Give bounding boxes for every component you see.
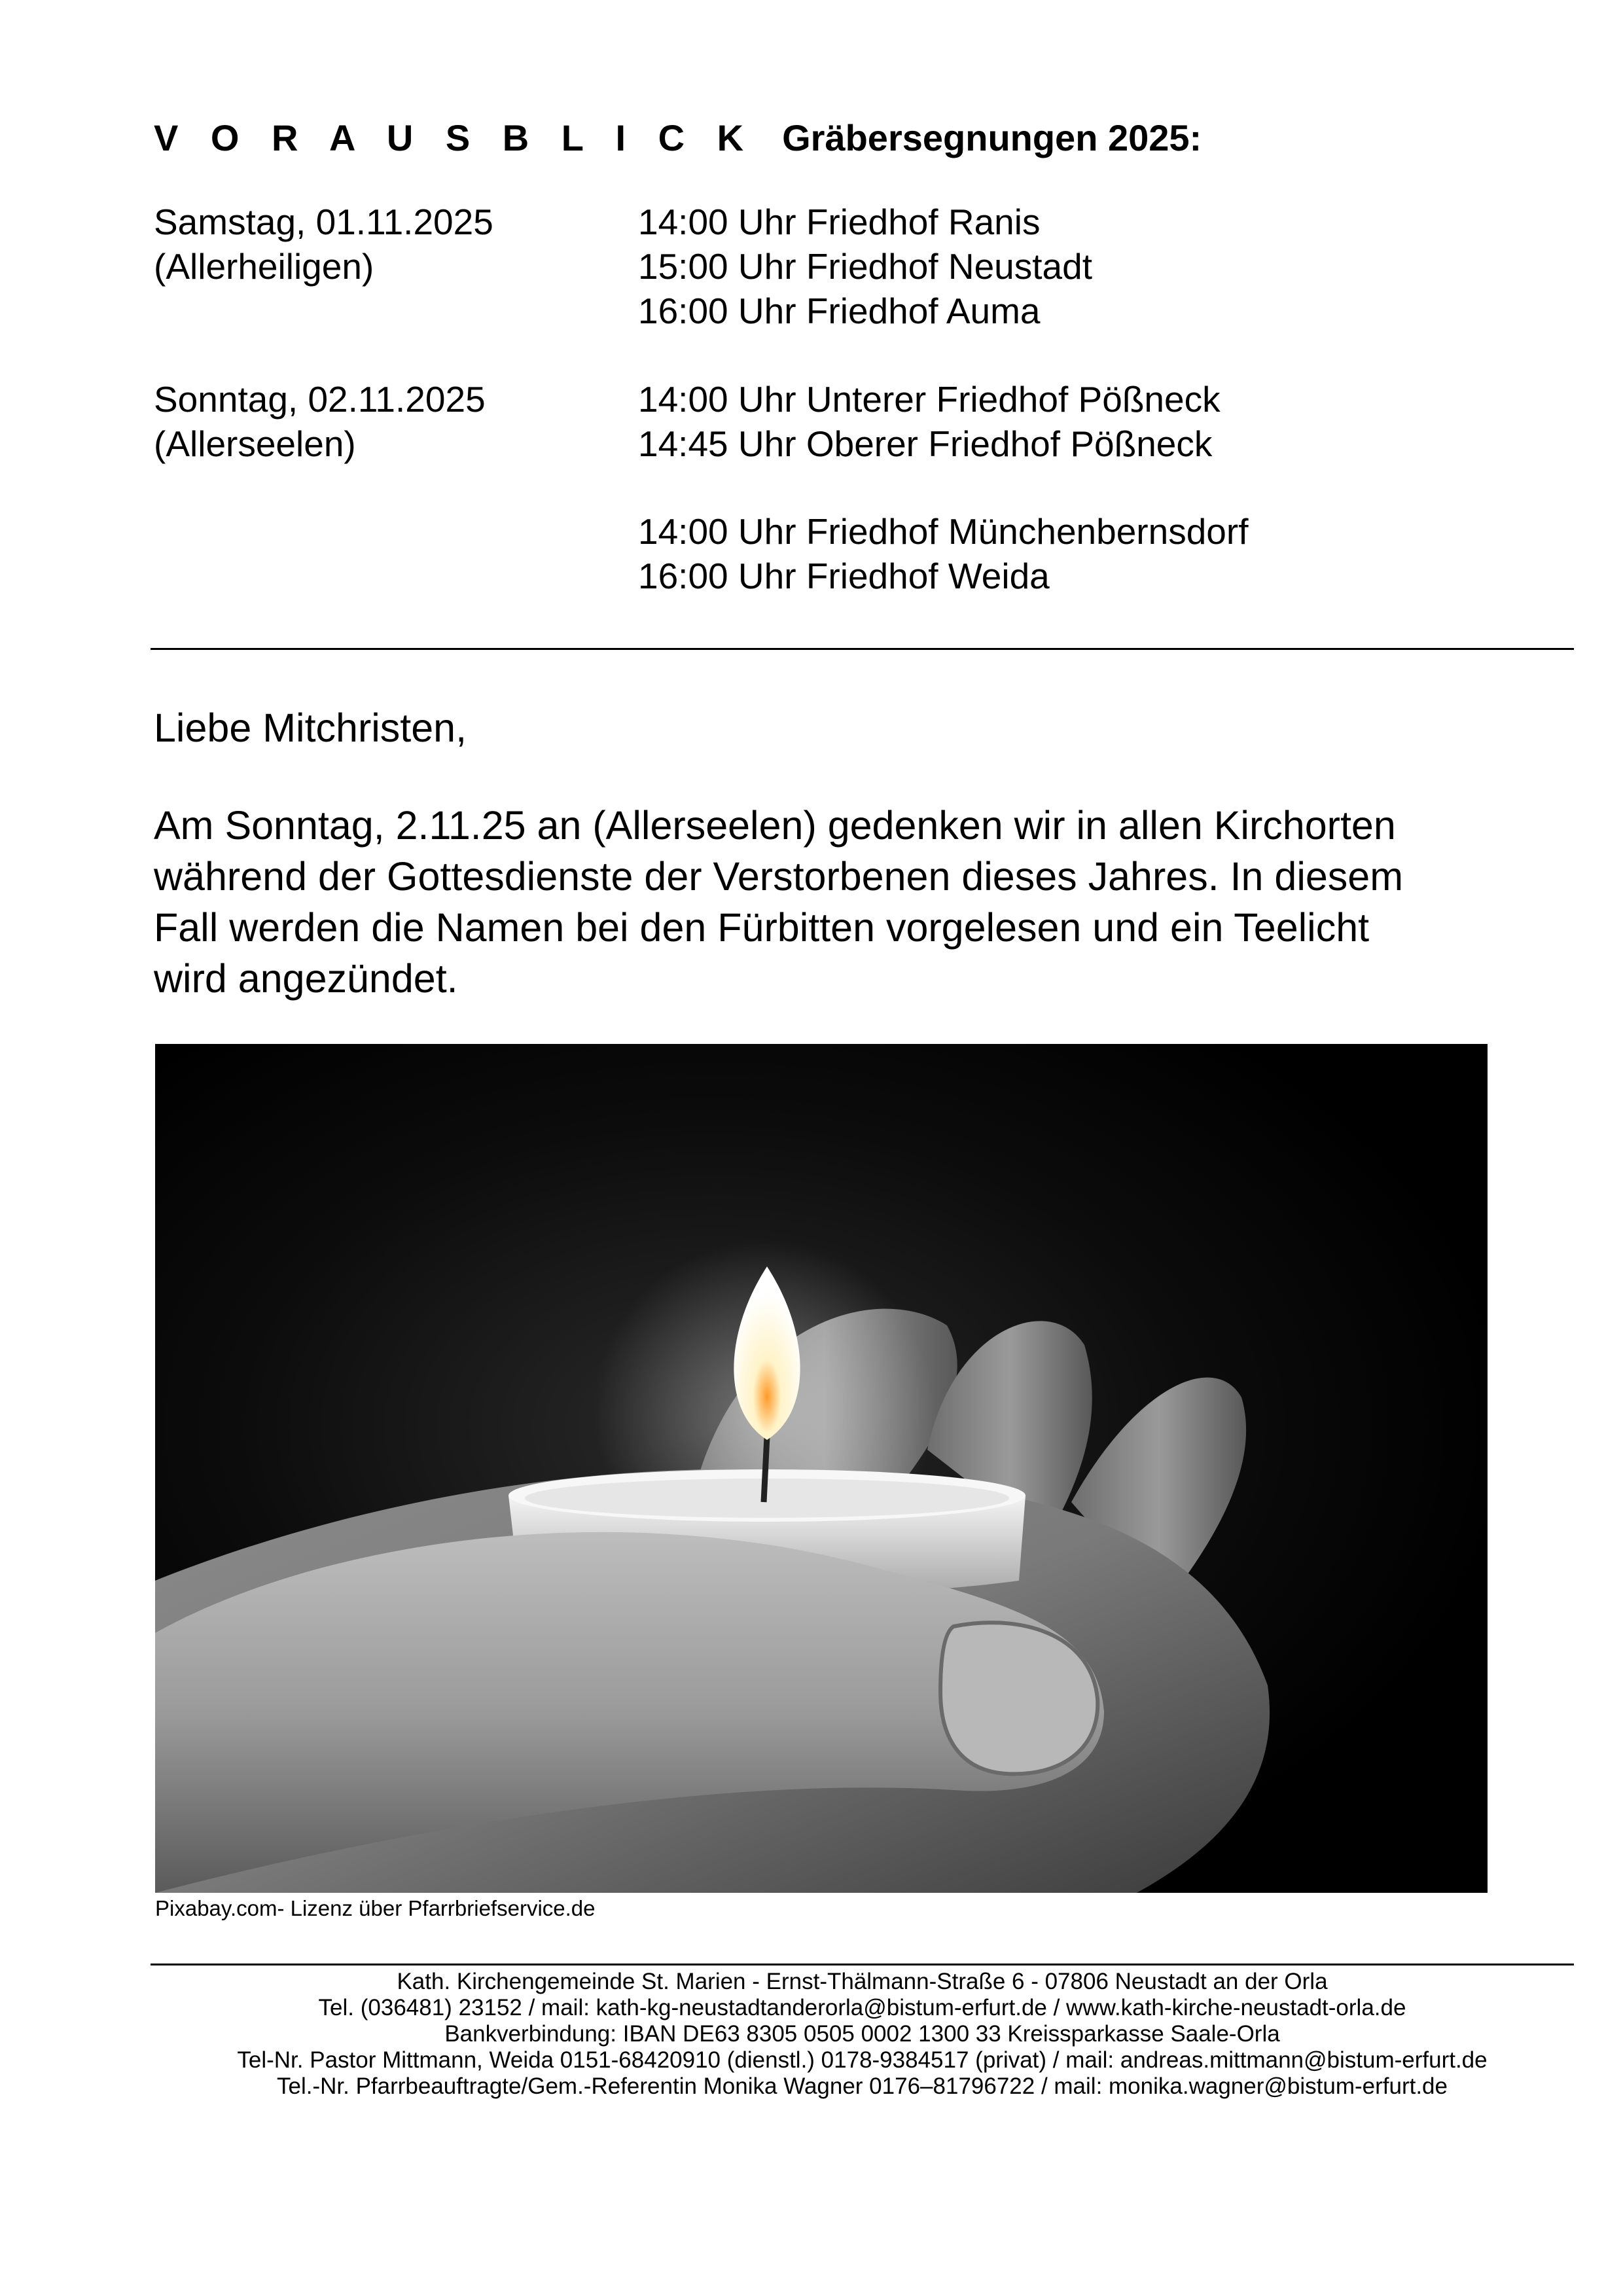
footer-line: Tel.-Nr. Pfarrbeauftragte/Gem.-Referentin Monika Wagner 0176–81796722 / mail: monika.wagner@bistum-erfurt.de [277, 2073, 1448, 2099]
schedule-entry: 14:00 Uhr Friedhof Münchenbernsdorf [638, 511, 1249, 552]
day-date: Samstag, 01.11.2025 [154, 202, 493, 242]
paragraph-line: während der Gottesdienste der Verstorbenen dieses Jahres. In diesem [154, 854, 1404, 899]
letter-greeting: Liebe Mitchristen, [154, 706, 467, 750]
divider [151, 648, 1574, 650]
announcement-title: Gräbersegnungen 2025: [782, 117, 1202, 158]
footer-divider [151, 1964, 1574, 1965]
footer-line: Tel. (036481) 23152 / mail: kath-kg-neustadtanderorla@bistum-erfurt.de / www.kath-kirche-neustadt-orla.de [318, 1995, 1406, 2020]
day-note: (Allerheiligen) [154, 246, 374, 287]
schedule-entries-sunday [638, 377, 1221, 466]
day-date: Sonntag, 02.11.2025 [154, 379, 486, 420]
tealight-photo [155, 1044, 1488, 1893]
contact-footer [151, 1969, 1574, 2100]
image-credit: Pixabay.com- Lizenz über Pfarrbriefservice.de [155, 1896, 596, 1920]
schedule-day-saturday [154, 200, 493, 289]
schedule-entry: 16:00 Uhr Friedhof Auma [638, 291, 1041, 331]
day-note: (Allerseelen) [154, 423, 356, 464]
paragraph-line: Am Sonntag, 2.11.25 an (Allerseelen) gedenken wir in allen Kirchorten [154, 803, 1396, 848]
schedule-entries-sunday-extra [638, 509, 1248, 598]
letter-paragraph [154, 800, 1580, 1004]
preview-label: V O R A U S B L I C K [154, 117, 755, 158]
footer-line: Bankverbindung: IBAN DE63 8305 0505 0002 1300 33 Kreissparkasse Saale-Orla [444, 2021, 1280, 2047]
schedule-entry: 14:45 Uhr Oberer Friedhof Pößneck [638, 423, 1213, 464]
schedule-entries-saturday [638, 200, 1092, 333]
footer-line: Tel-Nr. Pastor Mittmann, Weida 0151-68420910 (dienstl.) 0178-9384517 (privat) / mail: andreas.mittmann@bistum-erfurt.de [237, 2047, 1488, 2073]
footer-line: Kath. Kirchengemeinde St. Marien - Ernst-Thälmann-Straße 6 - 07806 Neustadt an der Orla [397, 1969, 1328, 1994]
schedule-day-sunday [154, 377, 486, 466]
schedule-entry: 14:00 Uhr Friedhof Ranis [638, 202, 1041, 242]
schedule-entry: 15:00 Uhr Friedhof Neustadt [638, 246, 1092, 287]
schedule-entry: 16:00 Uhr Friedhof Weida [638, 556, 1050, 596]
paragraph-line: Fall werden die Namen bei den Fürbitten vorgelesen und ein Teelicht [154, 905, 1370, 950]
schedule-entry: 14:00 Uhr Unterer Friedhof Pößneck [638, 379, 1221, 420]
announcement-header [154, 117, 1202, 159]
paragraph-line: wird angezündet. [154, 956, 458, 1001]
